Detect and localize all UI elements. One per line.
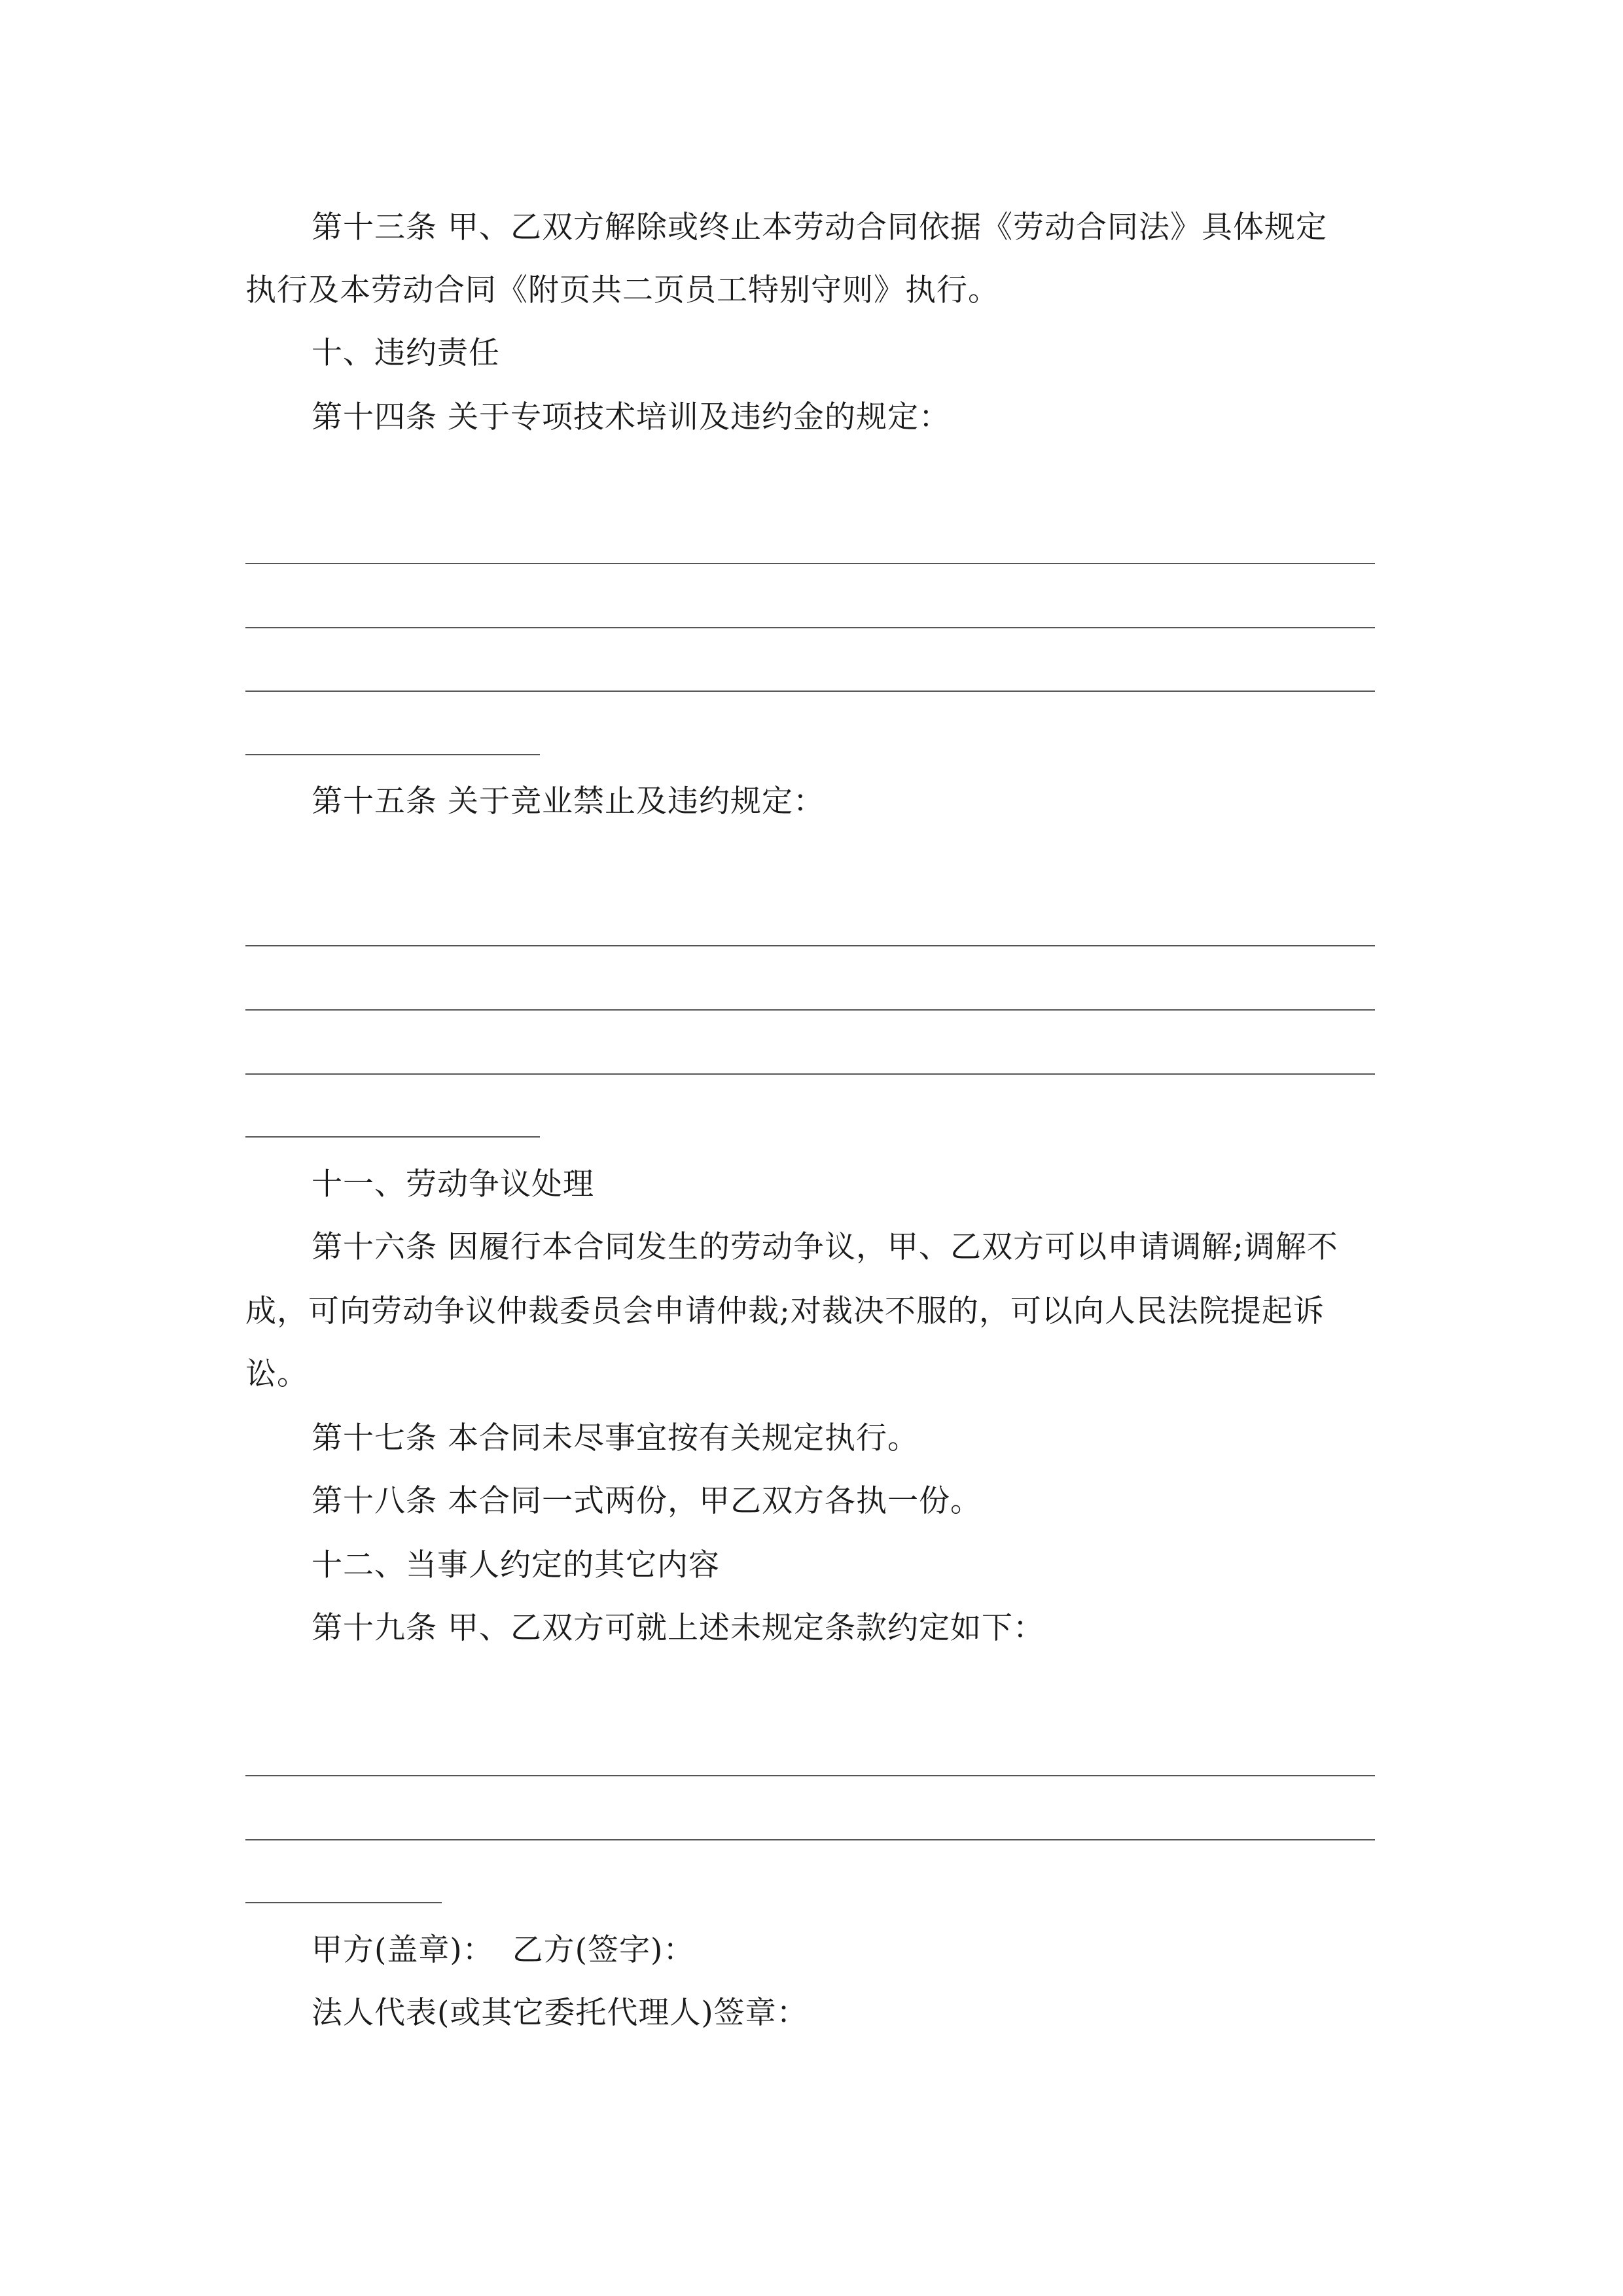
party-b-signature-label: 乙方(签字)：: [512, 1932, 695, 1968]
fill-in-line: [245, 1775, 1375, 1776]
article-18: 第十八条 本合同一式两份，甲乙双方各执一份。: [312, 1483, 982, 1519]
fill-in-line: [245, 1009, 1375, 1011]
signature-parties: [312, 1931, 694, 1970]
article-16-line-1: 第十六条 因履行本合同发生的劳动争议，甲、乙双方可以申请调解;调解不: [312, 1229, 1338, 1265]
article-15: 第十五条 关于竞业禁止及违约规定：: [312, 783, 825, 819]
article-13-line-2: 执行及本劳动合同《附页共二页员工特别守则》执行。: [245, 272, 999, 308]
article-16-line-2: 成，可向劳动争议仲裁委员会申请仲裁;对裁决不服的，可以向人民法院提起诉: [245, 1293, 1325, 1329]
legal-representative-signature-label: 法人代表(或其它委托代理人)签章：: [312, 1995, 808, 2031]
fill-in-line: [245, 754, 540, 755]
party-a-seal-label: 甲方(盖章)：: [312, 1932, 494, 1968]
fill-in-line: [245, 563, 1375, 564]
article-19: 第十九条 甲、乙双方可就上述未规定条款约定如下：: [312, 1610, 1044, 1646]
article-16-line-3: 讼。: [245, 1356, 308, 1392]
fill-in-line: [245, 627, 1375, 628]
article-13-line-1: 第十三条 甲、乙双方解除或终止本劳动合同依据《劳动合同法》具体规定: [312, 209, 1327, 245]
article-14: 第十四条 关于专项技术培训及违约金的规定：: [312, 399, 950, 435]
section-11-heading: 十一、劳动争议处理: [312, 1166, 594, 1202]
fill-in-line: [245, 1902, 442, 1903]
fill-in-line: [245, 691, 1375, 692]
fill-in-line: [245, 945, 1375, 946]
section-12-heading: 十二、当事人约定的其它内容: [312, 1547, 720, 1583]
fill-in-line: [245, 1839, 1375, 1840]
article-17: 第十七条 本合同未尽事宜按有关规定执行。: [312, 1420, 919, 1456]
fill-in-line: [245, 1073, 1375, 1075]
fill-in-line: [245, 1136, 540, 1138]
section-10-heading: 十、违约责任: [312, 335, 500, 371]
